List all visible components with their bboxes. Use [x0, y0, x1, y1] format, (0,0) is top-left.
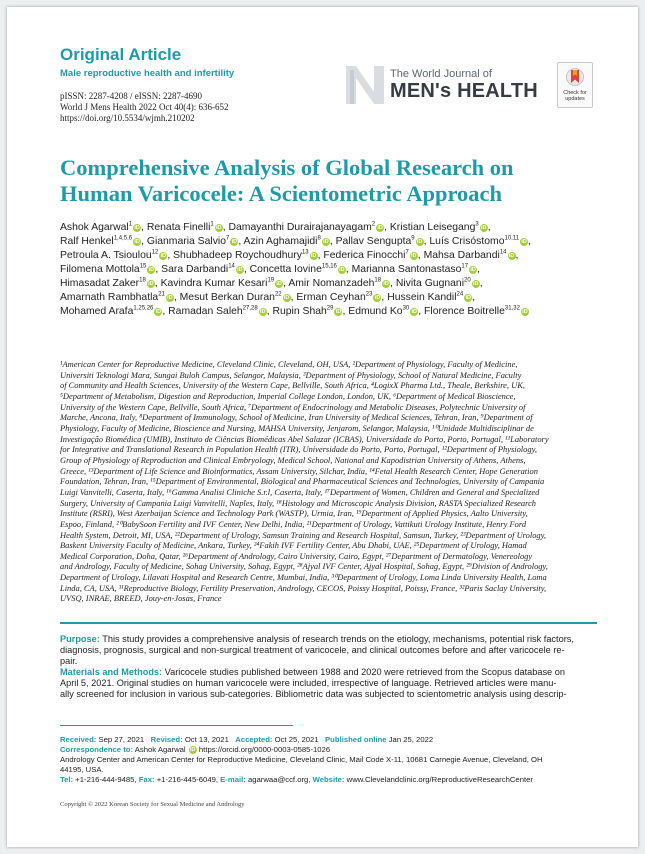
- orcid-icon: iD: [190, 747, 196, 753]
- correspondence-line: [60, 745, 600, 755]
- affiliation-line: University of the Western Cape, Bellville, South Africa, ⁷Department of Endocrinology and Metabolic Diseases, Polytechnic University of: [60, 401, 526, 412]
- author-affiliation-sup: 29: [326, 305, 334, 312]
- author[interactable]: [323, 250, 417, 261]
- author-name: Himasadat Zaker: [60, 278, 140, 289]
- author-affiliation-sup: 7: [405, 249, 409, 256]
- author-affiliation-sup: 17: [461, 263, 469, 270]
- author-name: Nivita Gugnani: [395, 278, 465, 289]
- journal-logo-line2: MEN's HEALTH: [390, 80, 538, 102]
- author-affiliation-sup: 14: [499, 249, 507, 256]
- author[interactable]: [288, 278, 390, 289]
- author-list: [60, 221, 600, 319]
- copyright-notice: Copyright © 2022 Korean Society for Sexual Medicine and Andrology: [60, 801, 245, 808]
- author-separator: ,: [384, 222, 390, 233]
- affiliation-line: ⁵Department of Metabolism, Digestion and Reproduction, Imperial College London, London, UK, ⁶Department of Medical Bioscience,: [60, 390, 516, 401]
- purpose-label: Purpose:: [60, 634, 100, 644]
- author[interactable]: [60, 222, 141, 233]
- author-line: [60, 291, 600, 305]
- author-line: [60, 305, 600, 319]
- author-name: Azin Aghamajidi: [243, 236, 318, 247]
- abstract-divider: [60, 622, 597, 624]
- author-affiliation-sup: 20: [464, 277, 471, 284]
- author[interactable]: [348, 306, 418, 317]
- author-affiliation-sup: 1,4,5,6: [113, 235, 133, 242]
- author-separator: ,: [317, 250, 324, 261]
- author-name: Rupin Shah: [272, 306, 327, 317]
- author-affiliation-sup: 18: [374, 277, 382, 284]
- author-separator: ,: [243, 264, 250, 275]
- author-separator: ,: [290, 292, 297, 303]
- article-metadata: [60, 735, 600, 785]
- author-name: Marianna Santonastaso: [351, 264, 462, 275]
- affiliation-line: Medical Corporation, Doha, Qatar, ²⁶Department of Andrology, Cairo University, Cairo, Egypt, ²⁷Department of Dermatology, Venereology: [60, 550, 533, 561]
- tel-value: +1-216-444-9485,: [75, 775, 137, 784]
- author[interactable]: [250, 264, 346, 275]
- website-label: Website:: [312, 775, 345, 784]
- affiliation-line: and Andrology, Faculty of Medicine, Sohag University, Sohag, Egypt, ²⁸Ajyal IVF Center, Ajyal Hospital, Sohag, Egypt, ²⁹Division of Andrology,: [60, 561, 548, 572]
- author-affiliation-sup: 23: [365, 291, 373, 298]
- author-affiliation-sup: 2: [371, 221, 376, 228]
- author-affiliation-sup: 1: [128, 221, 133, 228]
- author-name: Shubhadeep Roychoudhury: [173, 250, 302, 261]
- orcid-icon[interactable]: iD: [465, 295, 471, 301]
- abstract-line: diagnosis, prognosis, surgical and non-surgical treatment of varicocele, and clinical outcomes before and after varicocele re-: [60, 645, 565, 655]
- author-affiliation-sup: 1,25,26: [133, 305, 154, 312]
- author-line: [60, 235, 600, 249]
- author-affiliation-sup: 10,11: [504, 235, 520, 242]
- author-name: Petroula A. Tsioulou: [60, 250, 152, 261]
- title-line: Human Varicocele: A Scientometric Approach: [60, 181, 503, 206]
- check-for-updates-badge[interactable]: [557, 62, 593, 108]
- author-name: Kristian Leisegang: [389, 222, 476, 233]
- author[interactable]: [60, 250, 167, 261]
- author[interactable]: [60, 278, 155, 289]
- author-affiliation-sup: 8: [317, 235, 321, 242]
- email-label: E-mail:: [220, 775, 246, 784]
- author-separator: ,: [141, 236, 147, 247]
- author-name: Gianmaria Salvio: [146, 236, 226, 247]
- dates-line: [60, 735, 600, 745]
- revised-label: Revised:: [150, 735, 183, 744]
- methods-label: Materials and Methods:: [60, 667, 163, 677]
- author-name: Concetta Iovine: [249, 264, 322, 275]
- author[interactable]: [424, 306, 529, 317]
- orcid-icon[interactable]: iD: [134, 225, 140, 231]
- tel-label: Tel:: [60, 775, 74, 784]
- orcid-icon[interactable]: iD: [411, 309, 418, 315]
- article-subject: Male reproductive health and infertility: [60, 68, 235, 79]
- affiliation-line: Luigi Vanvitelli, Caserta, Italy, ¹⁶Gamma Analisi Cliniche S.r.l, Caserta, Italy, ¹⁷Department of Women, Children and General and Specialized: [60, 486, 540, 497]
- orcid-icon[interactable]: iD: [335, 309, 342, 315]
- author-name: Mohamed Arafa: [60, 306, 134, 317]
- author-affiliation-sup: 24: [456, 291, 464, 298]
- author-separator: ,: [141, 222, 147, 233]
- affiliation-line: UVSQ, INRAE, BREED, Jouy-en-Josas, France: [60, 593, 222, 604]
- author[interactable]: [387, 292, 472, 303]
- author-affiliation-sup: 9: [411, 235, 415, 242]
- author-affiliation-sup: 12: [151, 249, 159, 256]
- doi-link[interactable]: https://doi.org/10.5534/wjmh.210202: [60, 113, 195, 123]
- abstract-line: ally screened for inclusion in various sub-categories. Bibliometric data was subjected to scientometric analysis using descrip-: [60, 689, 567, 699]
- author[interactable]: [173, 250, 318, 261]
- author-affiliation-sup: 18: [139, 277, 146, 284]
- journal-logo-line1: The World Journal of: [390, 68, 492, 80]
- affiliation-line: Linda, CA, USA, ³¹Reproductive Biology, Fertility Preservation, Andrology, CECOS, Poissy Hospital, Poissy, France, ³²Paris Saclay University,: [60, 582, 547, 593]
- orcid-icon[interactable]: iD: [339, 267, 345, 273]
- orcid-icon[interactable]: iD: [148, 267, 155, 273]
- orcid-icon[interactable]: iD: [215, 225, 222, 231]
- correspondence-label: Correspondence to:: [60, 745, 134, 754]
- orcid-icon[interactable]: iD: [276, 281, 282, 287]
- affiliation-line: Investigação Biomédica (UMIB), Instituto de Ciências Biomédicas Abel Salazar (ICBAS), Universidade do Porto, Porto, Portugal, ¹¹Laboratory: [60, 433, 549, 444]
- author-affiliation-sup: 21: [158, 291, 165, 298]
- author-separator: ,: [155, 264, 162, 275]
- author-separator: ,: [342, 306, 349, 317]
- author-name: Amarnath Rambhatla: [60, 292, 159, 303]
- affiliation-line: Greece, ¹³Department of Life Science and Bioinformatics, Assam University, Silchar, India, ¹⁴Fetal Health Research Center, Hope Generation: [60, 465, 538, 476]
- author-name: Mahsa Darbandi: [423, 250, 500, 261]
- author-name: Ashok Agarwal: [60, 222, 129, 233]
- affiliation-line: Health System, Detroit, MI, USA, ²²Department of Urology, Samsun Training and Research Hospital, Samsun, Turkey, ²³Department of Urology,: [60, 529, 547, 540]
- author-separator: ,: [154, 278, 161, 289]
- affiliation-line: Foundation, Tehran, Iran, ¹⁵Department of Environmental, Biological and Pharmaceutical Sciences and Technologies, University of Campania: [60, 476, 545, 487]
- orcid-icon[interactable]: iD: [522, 309, 528, 315]
- author[interactable]: [60, 292, 174, 303]
- author-separator: ,: [266, 306, 273, 317]
- author-name: Federica Finocchi: [323, 250, 406, 261]
- author[interactable]: [429, 236, 528, 247]
- affiliation-line: of Community and Health Sciences, University of the Western Cape, Bellville, South Africa, ⁴LogixX Pharma Ltd., Theale, Berkshire, UK,: [60, 380, 525, 391]
- article-page: [7, 7, 638, 847]
- author-separator: ,: [515, 250, 519, 261]
- affiliation-line: ¹American Center for Reproductive Medicine, Cleveland Clinic, Cleveland, OH, USA, ²Department of Physiology, Faculty of Medicine,: [60, 359, 518, 369]
- affiliation-line: Surgery, University of Campania Luigi Vanvitelli, Naples, Italy, ¹⁸Histology and Microscopic Analysis Division, RASTA Specialized Research: [60, 497, 537, 508]
- author-affiliation-sup: 27,28: [242, 305, 258, 312]
- author[interactable]: [161, 278, 284, 289]
- affiliation-line: for Integrative and Translational Research in Population Health (ITR), Universidade do Porto, Porto, Portugal, ¹²Department of Physiology,: [60, 444, 537, 455]
- author-name: Pallav Sengupta: [335, 236, 412, 247]
- address-line: 44195, USA.: [60, 765, 104, 774]
- author-name: Hussein Kandil: [387, 292, 457, 303]
- author-name: Florence Boitrelle: [424, 306, 505, 317]
- author-name: Amir Nomanzadeh: [288, 278, 375, 289]
- author-separator: ,: [283, 278, 289, 289]
- orcid-icon[interactable]: iD: [231, 239, 238, 245]
- fax-label: Fax:: [138, 775, 155, 784]
- author-affiliation-sup: 1: [210, 221, 214, 228]
- abstract-line: pair.: [60, 656, 78, 666]
- author-affiliation-sup: 31,32: [504, 305, 520, 312]
- contact-line: [60, 775, 600, 785]
- author-name: Edmund Ko: [348, 306, 403, 317]
- author[interactable]: [229, 222, 385, 233]
- journal-logo: [342, 60, 552, 110]
- orcid-icon[interactable]: iD: [237, 267, 243, 273]
- affiliation-line: Physiology, Faculty of Medicine, Bioscience and Nursing, MAHSA University, Jenjarom, Selangor, Malaysia, ¹⁰Unidade Multidisciplinar de: [60, 422, 534, 433]
- author-affiliation-sup: 13: [301, 249, 309, 256]
- orcid-icon[interactable]: iD: [480, 225, 487, 231]
- author-separator: ,: [423, 236, 430, 247]
- orcid-icon[interactable]: iD: [323, 239, 329, 245]
- accepted-label: Accepted:: [235, 735, 273, 744]
- author[interactable]: [296, 292, 381, 303]
- affiliation-line: Baskent University Faculty of Medicine, Ankara, Turkey, ²⁴Fakih IVF Fertility Center, Abu Dhabi, UAE, ²⁵Department of Urology, Hamad: [60, 540, 527, 551]
- citation: World J Mens Health 2022 Oct 40(4): 636-652: [60, 102, 229, 112]
- affiliation-line: Espoo, Finland, ²⁰BabySoon Fertility and IVF Center, New Delhi, India, ²¹Department of Urology, Vattikuti Urology Institute, Henry Ford: [60, 518, 527, 529]
- author-affiliation-sup: 19: [267, 277, 275, 284]
- author-name: Erman Ceyhan: [296, 292, 366, 303]
- affiliation-line: Group of Physiology of Reproduction and Clinical Embryology, Medical School, National and Kapodistrian University of Athens, Athens,: [60, 454, 526, 465]
- author-line: [60, 249, 600, 263]
- author-separator: ,: [479, 278, 483, 289]
- author[interactable]: [352, 264, 477, 275]
- author[interactable]: [161, 264, 244, 275]
- author-affiliation-sup: 3: [475, 221, 479, 228]
- meta-divider: [60, 725, 293, 726]
- author-separator: ,: [487, 222, 491, 233]
- orcid-icon[interactable]: iD: [155, 309, 162, 315]
- affiliation-line: Marche, Ancona, Italy, ⁸Department of Immunology, School of Medicine, Iran University of Medical Sciences, Tehran, Iran, ⁹Department of: [60, 412, 533, 423]
- abstract-methods-line: [60, 667, 600, 678]
- title-line: Comprehensive Analysis of Global Research on: [60, 155, 514, 180]
- affiliation-line: Department of Urology, Lilavati Hospital and Research Centre, Mumbai, India, ³⁰Department of Urology, Loma Linda University Health, Loma: [60, 572, 547, 583]
- affiliations: [60, 359, 600, 604]
- author[interactable]: [336, 236, 424, 247]
- orcid-icon[interactable]: iD: [470, 267, 476, 273]
- orcid-icon[interactable]: iD: [259, 309, 266, 315]
- author-separator: ,: [238, 236, 244, 247]
- orcid-icon[interactable]: iD: [472, 281, 479, 287]
- author[interactable]: [60, 236, 141, 247]
- author-separator: ,: [390, 278, 396, 289]
- received-label: Received:: [60, 735, 97, 744]
- author-name: Luís Crisóstomo: [429, 236, 505, 247]
- website-link[interactable]: www.Clevelandclinic.org/ReproductiveResearchCenter: [346, 775, 533, 784]
- author-separator: ,: [528, 236, 531, 247]
- orcid-icon[interactable]: iD: [310, 253, 317, 259]
- abstract-line: April 5, 2021. Original studies on human varicocele were included, irrespective of language. Retrieved articles were manu-: [60, 678, 557, 688]
- abstract: [60, 634, 600, 700]
- orcid-icon[interactable]: iD: [148, 281, 154, 287]
- author-name: Sara Darbandi: [161, 264, 229, 275]
- address-line: Andrology Center and American Center for Reproductive Medicine, Cleveland Clinic, Mail Code X-11, 10681 Carnegie Avenue, Cleveland, OH: [60, 755, 543, 764]
- author[interactable]: [424, 250, 516, 261]
- author-affiliation-sup: 22: [274, 291, 282, 298]
- received-date: Sep 27, 2021: [98, 735, 145, 744]
- correspondence-name: Ashok Agarwal: [134, 745, 186, 754]
- author-line: [60, 277, 600, 291]
- publication-info: [60, 91, 229, 124]
- article-type: Original Article: [60, 45, 182, 64]
- author-name: Renata Finelli: [146, 222, 211, 233]
- author[interactable]: [244, 236, 330, 247]
- author-separator: ,: [472, 292, 476, 303]
- published-label: Published online: [325, 735, 387, 744]
- accepted-date: Oct 25, 2021: [274, 735, 319, 744]
- fax-value: +1-216-445-6049,: [156, 775, 219, 784]
- abstract-purpose-line: [60, 634, 600, 645]
- orcid-icon[interactable]: iD: [411, 253, 417, 259]
- author[interactable]: [396, 278, 480, 289]
- author[interactable]: [147, 236, 238, 247]
- author[interactable]: [147, 222, 223, 233]
- author-separator: ,: [418, 306, 425, 317]
- author-separator: ,: [173, 292, 180, 303]
- author-separator: ,: [417, 250, 424, 261]
- author[interactable]: [180, 292, 291, 303]
- check-for-updates-label: Check for updates: [563, 90, 587, 102]
- author-line: [60, 221, 600, 235]
- orcid-icon[interactable]: iD: [416, 239, 423, 245]
- orcid-icon[interactable]: iD: [283, 295, 290, 301]
- orcid-icon[interactable]: iD: [160, 253, 167, 259]
- email-link[interactable]: agarwaa@ccf.org,: [247, 775, 311, 784]
- author-name: Kavindra Kumar Kesari: [160, 278, 268, 289]
- article-title: [60, 155, 580, 207]
- orcid-icon[interactable]: iD: [167, 295, 173, 301]
- orcid-icon[interactable]: iD: [374, 295, 381, 301]
- revised-date: Oct 13, 2021: [184, 735, 229, 744]
- issn: pISSN: 2287-4208 / eISSN: 2287-4690: [60, 91, 203, 101]
- orcid-icon[interactable]: iD: [377, 225, 383, 231]
- author-name: Filomena Mottola: [60, 264, 140, 275]
- orcid-icon[interactable]: iD: [521, 239, 527, 245]
- author-name: Mesut Berkan Duran: [179, 292, 275, 303]
- author-separator: ,: [167, 250, 174, 261]
- orcid-icon[interactable]: iD: [134, 239, 140, 245]
- author-name: Ramadan Saleh: [168, 306, 243, 317]
- orcid-link[interactable]: https://orcid.org/0000-0003-0585-1026: [198, 745, 331, 754]
- author-affiliation-sup: 14: [228, 263, 235, 270]
- orcid-icon[interactable]: iD: [508, 253, 515, 259]
- author[interactable]: [390, 222, 488, 233]
- author[interactable]: [60, 264, 155, 275]
- orcid-icon[interactable]: iD: [383, 281, 389, 287]
- author[interactable]: [168, 306, 267, 317]
- affiliation-line: Universiti Teknologi Mara, Sungai Buloh Campus, Selangor, Malaysia, ³Department of Physiology, School of Natural Medicine, Faculty: [60, 369, 522, 380]
- author-separator: ,: [345, 264, 352, 275]
- author-name: Damayanthi Durairajanayagam: [228, 222, 372, 233]
- author-affiliation-sup: 30: [402, 305, 410, 312]
- author-line: [60, 263, 600, 277]
- author-separator: ,: [329, 236, 336, 247]
- published-date: Jan 25, 2022: [388, 735, 434, 744]
- author[interactable]: [272, 306, 342, 317]
- bookmark-icon: [566, 67, 584, 87]
- author[interactable]: [60, 306, 162, 317]
- methods-text: Varicocele studies published between 1988 and 2020 were retrieved from the Scopus database on: [164, 667, 565, 677]
- journal-logo-mark-icon: [342, 62, 390, 106]
- author-name: Ralf Henkel: [60, 236, 114, 247]
- author-separator: ,: [162, 306, 169, 317]
- author-separator: ,: [381, 292, 388, 303]
- author-separator: ,: [477, 264, 480, 275]
- author-separator: ,: [222, 222, 229, 233]
- purpose-text: This study provides a comprehensive analysis of research trends on the etiology, mechanisms, potential risk factors,: [102, 634, 574, 644]
- author-affiliation-sup: 15: [139, 263, 147, 270]
- affiliation-line: Institute (RSRI), West Azerbaijan Science and Technology Park (WASTP), Urmia, Iran, ¹⁹Department of Applied Physics, Aalto University,: [60, 508, 528, 519]
- author-affiliation-sup: 15,16: [321, 263, 337, 270]
- author-affiliation-sup: 7: [225, 235, 230, 242]
